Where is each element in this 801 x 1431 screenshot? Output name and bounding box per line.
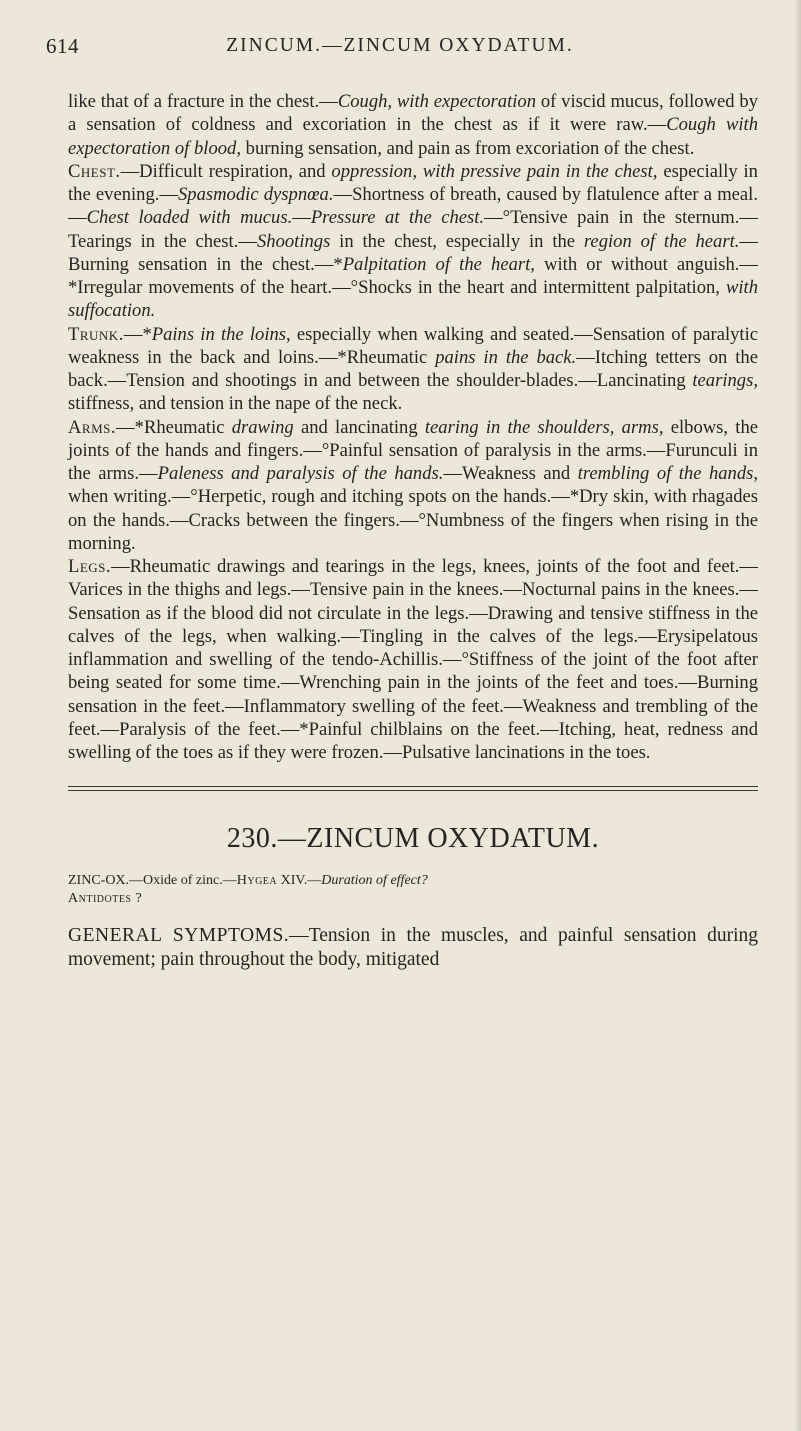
italic-phrase: Pressure at the chest. xyxy=(310,207,485,229)
small-caps-heading: Legs. xyxy=(68,556,112,577)
section-meta xyxy=(68,872,758,908)
small-caps-heading: Trunk. xyxy=(68,323,124,345)
italic-phrase: Pains in the loins, xyxy=(151,323,291,345)
italic-phrase: oppression, with pressive pain in the chest, xyxy=(331,160,658,182)
page-number: 614 xyxy=(46,34,79,58)
page-edge xyxy=(795,0,801,1431)
italic-phrase: Spasmodic dyspnœa. xyxy=(178,184,334,205)
paragraph-arms: Arms.—*Rheumatic drawing and lancinating tearing in the shoulders, arms, elbows, the joints of the hands and fingers.—°Painful sensation of paralysis in the arms.—Furunculi in the arms.—Paleness and paralysis of the hands.—Weakness and trembling of the hands, when writing.—°Herpetic, rough and itching spots on the hands.—*Dry skin, with rhagades on the hands.—Cracks between the fingers.—°Numbness of the fingers when rising in the morning. xyxy=(68,416,759,554)
italic-phrase: region of the heart. xyxy=(583,230,740,252)
italic-phrase: drawing xyxy=(231,416,294,438)
small-caps-heading: Chest. xyxy=(68,160,121,182)
italic-phrase: Chest loaded with mucus. xyxy=(86,207,293,229)
italic-phrase: Palpitation of the heart, xyxy=(342,253,535,275)
italic-phrase: tearings, xyxy=(692,370,758,391)
small-caps-heading: Hygea xyxy=(236,873,278,888)
paragraph-cough: like that of a fracture in the chest.—Cough, with expectoration of viscid mucus, followed by a sensation of coldness and excoriation in the chest as if it were raw.—Cough with expectoration of blood, burning sensation, and pain as from excoriation of the chest. xyxy=(68,91,759,159)
paragraph-legs: Legs.—Rheumatic drawings and tearings in the legs, knees, joints of the foot and feet.—Varices in the thighs and legs.—Tensive pain in the knees.—Nocturnal pains in the knees.—Sensation as if the blood did not circulate in the legs.—Drawing and tensive stiffness in the calves of the legs, when walking.—Tingling in the calves of the legs.—Erysipelatous inflammation and swelling of the tendo-Achillis.—°Stiffness of the joint of the foot after being seated for some time.—Wrenching pain in the joints of the feet and toes.—Burning sensation in the feet.—Inflammatory swelling of the feet.—Weakness and trembling of the feet.—Paralysis of the feet.—*Painful chilblains on the feet.—Itching, heat, redness and swelling of the toes as if they were frozen.—Pulsative lancinations in the toes. xyxy=(68,556,758,763)
page-header xyxy=(40,34,760,64)
running-title: ZINCUM.—ZINCUM OXYDATUM. xyxy=(226,35,574,56)
lead-heading: GENERAL SYMPTOMS. xyxy=(68,925,290,946)
antidotes-label: Antidotes ? xyxy=(68,891,143,906)
general-symptoms: GENERAL SYMPTOMS.—Tension in the muscles, and painful sensation during movement; pain throughout the body, mitigated xyxy=(68,925,758,970)
paragraph-trunk: Trunk.—*Pains in the loins, especially when walking and seated.—Sensation of paralytic weakness in the back and loins.—*Rheumatic pains in the back.—Itching tetters on the back.—Tension and shootings in and between the shoulder-blades.—Lancinating tearings, stiffness, and tension in the nape of the neck. xyxy=(68,323,758,415)
italic-phrase: pains in the back. xyxy=(435,346,577,368)
remedy-info: ZINC-OX.—Oxide of zinc.—Hygea XIV.—Duration of effect? xyxy=(68,873,428,888)
italic-phrase: tearing in the shoulders, arms, xyxy=(424,416,664,438)
small-caps-heading: Arms. xyxy=(68,416,117,438)
italic-phrase: Duration of effect? xyxy=(321,873,428,888)
italic-phrase: with suffocation. xyxy=(68,277,758,322)
main-text xyxy=(68,90,758,764)
italic-phrase: Shootings xyxy=(256,230,331,252)
italic-phrase: trembling of the hands, xyxy=(577,463,759,484)
section-divider-bottom xyxy=(68,790,758,791)
section-title: 230.—ZINCUM OXYDATUM. xyxy=(226,823,600,854)
paragraph-chest: Chest.—Difficult respiration, and oppression, with pressive pain in the chest, especially in the evening.—Spasmodic dyspnœa.—Shortness of breath, caused by flatulence after a meal.—Chest loaded with mucus.—Pressure at the chest.—°Tensive pain in the sternum.—Tearings in the chest.—Shootings in the chest, especially in the region of the heart.—Burning sensation in the chest.—*Palpitation of the heart, with or without anguish.—*Irregular movements of the heart.—°Shocks in the heart and intermittent palpitation, with suffocation. xyxy=(68,160,758,322)
section-divider-top xyxy=(68,786,758,787)
italic-phrase: Cough with expectoration of blood, xyxy=(68,114,758,159)
italic-phrase: Cough, with expectoration xyxy=(337,91,537,112)
italic-phrase: Paleness and paralysis of the hands. xyxy=(157,463,444,484)
